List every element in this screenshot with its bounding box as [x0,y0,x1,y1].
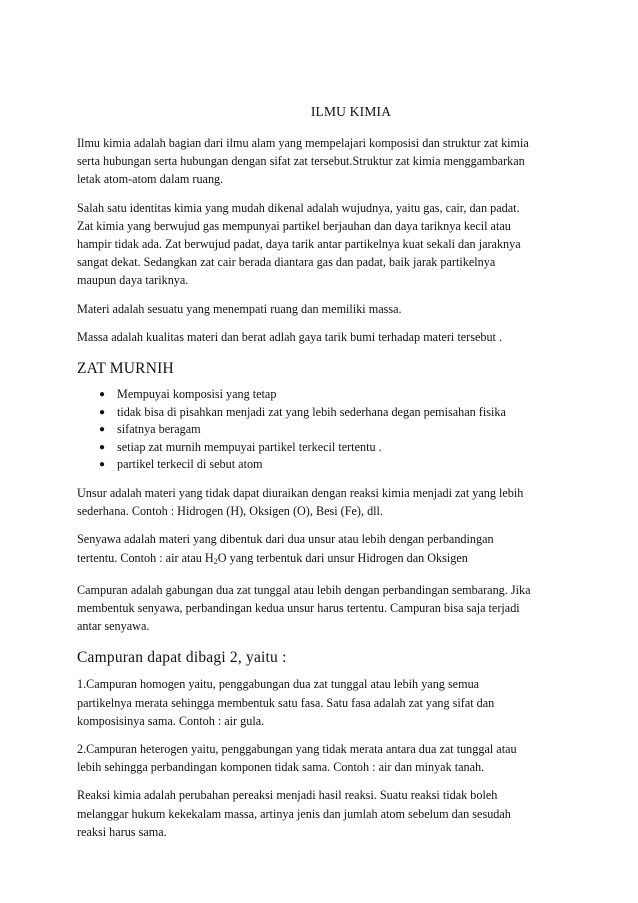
bullet-icon: ● [99,459,106,471]
text-line: Materi adalah sesuatu yang menempati ruang dan memiliki massa. [77,301,402,316]
bullet-icon: ● [99,441,106,453]
text-line: Ilmu kimia adalah bagian dari ilmu alam yang mempelajari komposisi dan struktur zat kimia [77,136,529,150]
paragraph-ilmu-kimia [77,134,565,189]
text-line: antar senyawa. [77,619,150,634]
paragraph-unsur [77,484,565,520]
list-item-text: setiap zat murnih mempuyai partikel terkecil tertentu . [117,439,382,454]
heading-zat-murni: ZAT MURNIH [77,360,174,378]
text-line: partikelnya merata sehingga membentuk satu fasa. Satu fasa adalah zat yang sifat dan [77,695,495,710]
text-line: Unsur adalah materi yang tidak dapat diuraikan dengan reaksi kimia menjadi zat yang lebih [77,486,524,500]
paragraph-massa [77,328,565,346]
bullet-icon: ● [99,424,106,436]
list-item [99,421,565,439]
text-line: lebih sehingga perbandingan komponen tidak sama. Contoh : air dan minyak tanah. [77,760,485,775]
text-line: letak atom-atom dalam ruang. [77,172,224,187]
list-item-text: sifatnya beragam [117,422,201,437]
text-line: maupun daya tariknya. [77,273,189,288]
zat-murni-list [77,386,565,474]
text-line: 1.Campuran homogen yaitu, penggabungan dua zat tunggal atau lebih yang semua [77,677,480,692]
paragraph-homogen [77,675,565,730]
paragraph-wujud-zat [77,199,565,290]
paragraph-senyawa [77,530,565,570]
list-item [99,386,565,404]
list-item [99,439,565,457]
heading-campuran: Campuran dapat dibagi 2, yaitu : [77,649,287,667]
paragraph-materi [77,300,565,318]
list-item [99,404,565,422]
text-line: komposisinya sama. Contoh : air gula. [77,713,265,728]
text-line: membentuk senyawa, perbandingan kedua unsur harus tertentu. Campuran bisa saja terjadi [77,601,520,616]
text-line: sederhana. Contoh : Hidrogen (H), Oksigen (O), Besi (Fe), dll. [77,504,383,519]
text-line: 2.Campuran heterogen yaitu, penggabungan yang tidak merata antara dua zat tunggal atau [77,742,517,757]
text-line: Salah satu identitas kimia yang mudah dikenal adalah wujudnya, yaitu gas, cair, dan padat. [77,200,520,215]
bullet-icon: ● [99,406,106,418]
text-line: Reaksi kimia adalah perubahan pereaksi menjadi hasil reaksi. Suatu reaksi tidak boleh [77,788,498,803]
text-line: hampir tidak ada. Zat berwujud padat, daya tarik antar partikelnya kuat sekali dan jaraknya [77,237,521,252]
paragraph-reaksi [77,786,565,841]
paragraph-campuran [77,581,565,636]
list-item-text: partikel terkecil di sebut atom [117,457,263,472]
text-line: melanggar hukum kekekalam massa, artinya jenis dan jumlah atom sebelum dan sesudah [77,806,511,821]
list-item [99,456,565,474]
text-line: Campuran adalah gabungan dua zat tunggal atau lebih dengan perbandingan sembarang. Jika [77,582,531,597]
page-title: ILMU KIMIA [310,104,392,119]
list-item-text: Mempuyai komposisi yang tetap [117,387,277,402]
text-line: Senyawa adalah materi yang dibentuk dari dua unsur atau lebih dengan perbandingan [77,532,494,547]
text-line: serta hubungan serta hubungan dengan sifat zat tersebut.Struktur zat kimia menggambarkan [77,154,525,169]
list-item-text: tidak bisa di pisahkan menjadi zat yang lebih sederhana degan pemisahan fisika [117,404,506,419]
text-line [77,549,565,571]
bullet-icon: ● [99,389,106,401]
text-segment: tertentu. Contoh : air atau H [77,550,214,565]
paragraph-heterogen [77,740,565,776]
text-line: reaksi harus sama. [77,824,167,839]
subscript: 2 [213,556,218,566]
document-body [77,104,565,851]
text-line: Massa adalah kualitas materi dan berat adlah gaya tarik bumi terhadap materi tersebut . [77,329,503,344]
text-segment: O yang terbentuk dari unsur Hidrogen dan Oksigen [217,550,468,565]
text-line: Zat kimia yang berwujud gas mempunyai partikel berjauhan dan daya tariknya kecil atau [77,218,511,233]
text-line: sangat dekat. Sedangkan zat cair berada diantara gas dan padat, baik jarak partikelnya [77,255,496,270]
